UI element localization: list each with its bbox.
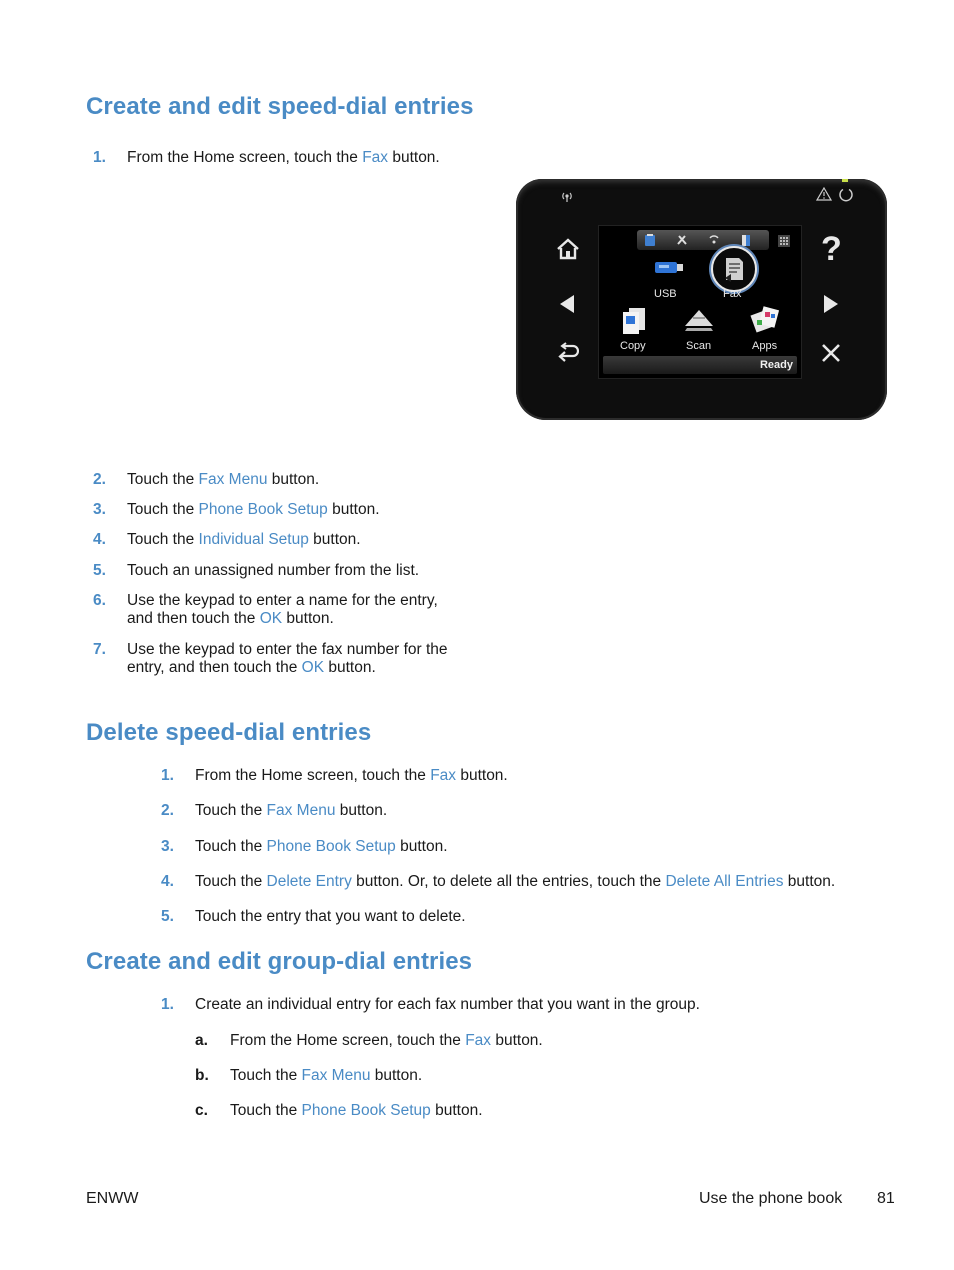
power-led	[842, 179, 848, 182]
back-icon[interactable]	[557, 342, 579, 362]
step-number: 2.	[93, 471, 106, 488]
right-arrow-icon[interactable]	[822, 294, 840, 314]
delete-all-entries-link[interactable]: Delete All Entries	[665, 873, 784, 890]
step-number: 5.	[93, 562, 106, 579]
screen-toolbar	[637, 230, 769, 250]
step-number: 5.	[161, 908, 174, 925]
step-number: 6.	[93, 592, 106, 609]
page-number: 81	[877, 1190, 895, 1207]
step-number: 4.	[93, 531, 106, 548]
individual-setup-link[interactable]: Individual Setup	[198, 531, 309, 548]
fax-menu-link[interactable]: Fax Menu	[198, 471, 268, 488]
substep-letter: c.	[195, 1102, 208, 1119]
warning-icon	[816, 187, 832, 201]
status-bar	[603, 356, 797, 374]
touchscreen	[598, 225, 802, 379]
web-services-icon[interactable]	[643, 233, 657, 247]
step-number: 1.	[161, 767, 174, 784]
step-number: 3.	[161, 838, 174, 855]
wireless-status-icon[interactable]	[707, 233, 721, 247]
usb-icon[interactable]	[651, 256, 685, 278]
step-number: 7.	[93, 641, 106, 658]
status-text: Ready	[759, 359, 793, 371]
apps-icon[interactable]	[749, 304, 781, 334]
tile-label-apps[interactable]: Apps	[752, 340, 778, 352]
copy-icon[interactable]	[621, 306, 647, 334]
phone-book-setup-link[interactable]: Phone Book Setup	[198, 501, 328, 518]
fax-menu-link[interactable]: Fax Menu	[266, 802, 336, 819]
fax-tile-highlight[interactable]	[711, 246, 757, 292]
supplies-icon[interactable]	[739, 233, 753, 247]
section-heading-create-group-dial: Create and edit group-dial entries	[86, 948, 473, 975]
scan-icon[interactable]	[681, 306, 717, 332]
left-arrow-icon[interactable]	[558, 294, 576, 314]
section-heading-delete-speed-dial: Delete speed-dial entries	[86, 719, 372, 746]
power-icon[interactable]	[838, 186, 854, 202]
home-icon[interactable]	[556, 238, 580, 260]
ok-link[interactable]: OK	[259, 610, 283, 627]
setup-icon[interactable]	[675, 233, 689, 247]
section-heading-create-speed-dial: Create and edit speed-dial entries	[86, 93, 474, 120]
phone-book-setup-link[interactable]: Phone Book Setup	[266, 838, 396, 855]
fax-link[interactable]: Fax	[430, 767, 457, 784]
footer-label: ENWW	[86, 1190, 139, 1207]
grid-icon[interactable]	[777, 234, 791, 248]
delete-entry-link[interactable]: Delete Entry	[266, 873, 352, 890]
step-number: 2.	[161, 802, 174, 819]
step-number: 3.	[93, 501, 106, 518]
cancel-icon[interactable]	[820, 342, 842, 364]
fax-link[interactable]: Fax	[362, 149, 389, 166]
step-number: 1.	[161, 996, 174, 1013]
fax-menu-link[interactable]: Fax Menu	[301, 1067, 371, 1084]
step-number: 4.	[161, 873, 174, 890]
footer-section-title: Use the phone book	[699, 1190, 843, 1207]
help-icon[interactable]: ?	[821, 230, 842, 268]
substep-letter: b.	[195, 1067, 209, 1084]
tile-label-scan[interactable]: Scan	[686, 340, 712, 352]
tile-label-copy[interactable]: Copy	[620, 340, 646, 352]
printer-control-panel	[516, 179, 887, 420]
substep-letter: a.	[195, 1032, 208, 1049]
tile-label-fax[interactable]: Fax	[723, 288, 742, 300]
phone-book-setup-link[interactable]: Phone Book Setup	[301, 1102, 431, 1119]
fax-link[interactable]: Fax	[465, 1032, 492, 1049]
step-number: 1.	[93, 149, 106, 166]
wireless-icon	[560, 189, 574, 203]
fax-icon	[723, 256, 745, 282]
ok-link[interactable]: OK	[301, 659, 325, 676]
tile-label-usb[interactable]: USB	[654, 288, 677, 300]
